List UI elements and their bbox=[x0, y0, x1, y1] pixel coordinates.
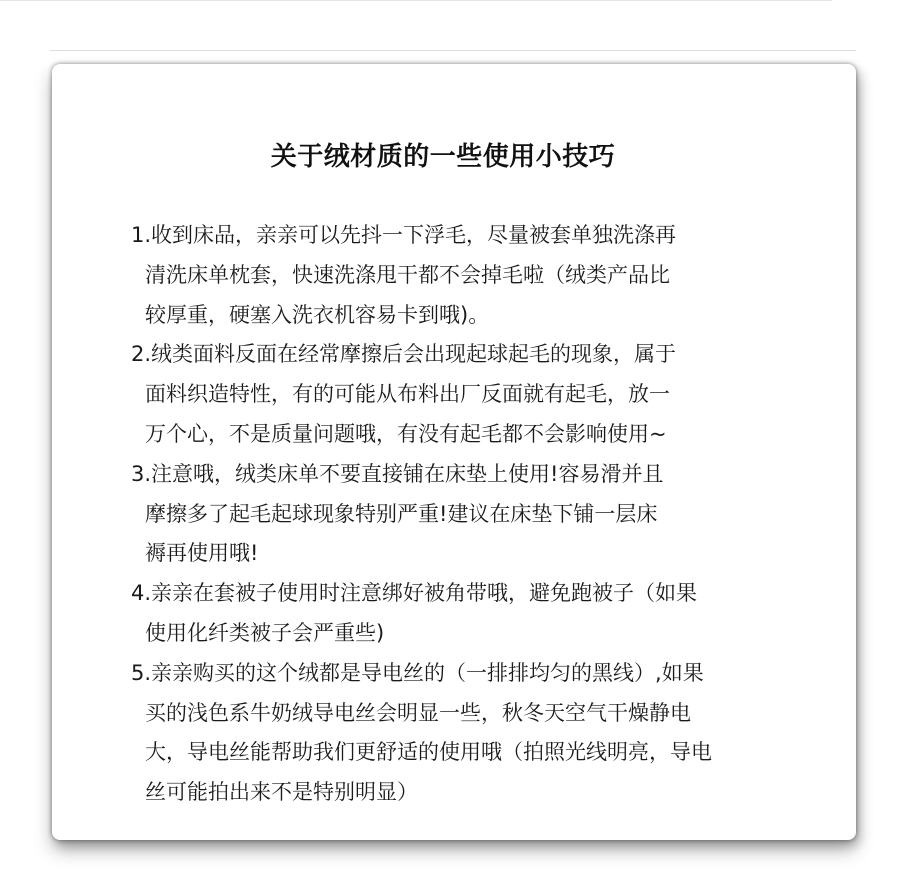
tip-line: 褥再使用哦! bbox=[145, 541, 259, 566]
tip-line: 大，导电丝能帮助我们更舒适的使用哦（拍照光线明亮，导电 bbox=[145, 740, 712, 765]
tip-line: 面料织造特性，有的可能从布料出厂反面就有起毛，放一 bbox=[145, 382, 670, 407]
tip-line: 摩擦多了起毛起球现象特别严重!建议在床垫下铺一层床 bbox=[145, 501, 658, 526]
tip-line: 4.亲亲在套被子使用时注意绑好被角带哦，避免跑被子（如果 bbox=[131, 581, 698, 606]
tip-item-2 bbox=[131, 335, 821, 454]
tip-line: 5.亲亲购买的这个绒都是导电丝的（一排排均匀的黑线）,如果 bbox=[131, 660, 704, 685]
tip-line: 使用化纤类被子会严重些) bbox=[145, 620, 385, 645]
top-divider bbox=[0, 0, 832, 1]
tip-line: 1.收到床品，亲亲可以先抖一下浮毛，尽量被套单独洗涤再 bbox=[131, 223, 677, 247]
tip-line: 较厚重，硬塞入洗衣机容易卡到哦)。 bbox=[145, 302, 490, 327]
tip-item-4 bbox=[131, 574, 821, 654]
tip-item-5 bbox=[131, 654, 821, 813]
tip-line: 清洗床单枕套，快速洗涤甩干都不会掉毛啦（绒类产品比 bbox=[145, 262, 670, 287]
tip-item-3 bbox=[131, 455, 821, 574]
page-title: 关于绒材质的一些使用小技巧 bbox=[270, 142, 616, 172]
tips-list bbox=[131, 216, 821, 813]
tip-line: 3.注意哦，绒类床单不要直接铺在床垫上使用!容易滑并且 bbox=[131, 461, 664, 486]
tip-line: 2.绒类面料反面在经常摩擦后会出现起球起毛的现象，属于 bbox=[131, 342, 677, 367]
tip-line: 丝可能拍出来不是特别明显） bbox=[145, 780, 418, 805]
tip-item-1 bbox=[131, 216, 821, 335]
frame-divider bbox=[50, 50, 856, 51]
tip-line: 万个心，不是质量问题哦，有没有起毛都不会影响使用~ bbox=[145, 421, 667, 446]
tip-line: 买的浅色系牛奶绒导电丝会明显一些，秋冬天空气干燥静电 bbox=[145, 700, 691, 725]
